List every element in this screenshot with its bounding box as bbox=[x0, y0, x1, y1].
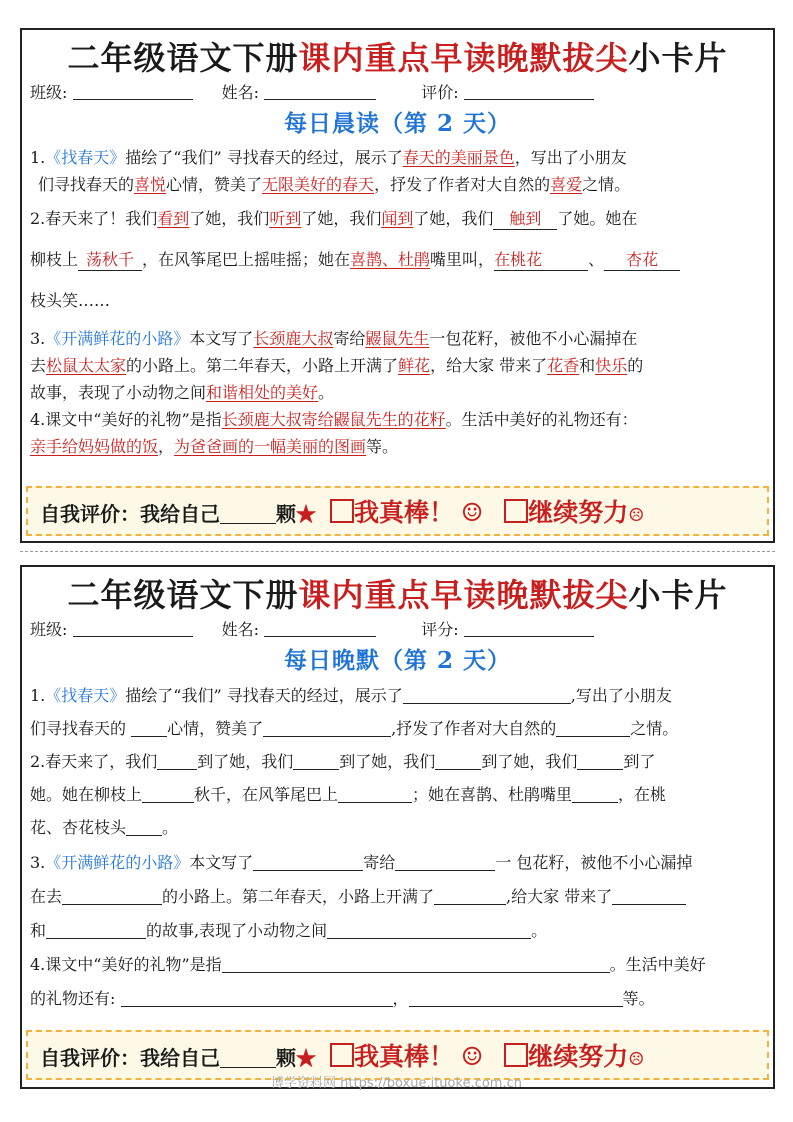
name-label: 姓名: bbox=[221, 83, 259, 102]
paragraph-text: 。 bbox=[162, 818, 179, 837]
review-label: 评价: bbox=[421, 83, 459, 102]
fill-blank[interactable] bbox=[131, 718, 167, 737]
paragraph-text: 之情。 bbox=[582, 175, 631, 194]
lesson-title: 《找春天》 bbox=[45, 686, 126, 705]
paragraph-text: 们寻找春天的 bbox=[30, 719, 127, 738]
name-blank[interactable] bbox=[264, 81, 376, 100]
paragraph-text: 到了 bbox=[623, 752, 656, 771]
fill-blank[interactable] bbox=[121, 988, 393, 1007]
paragraph-3 bbox=[22, 325, 773, 406]
paragraph-text: ,抒发了作者对大自然的 bbox=[391, 719, 557, 738]
paragraph-text: 心情，赞美了 bbox=[167, 719, 264, 738]
paragraph-text: 一包花籽，被他不小心漏掉在 bbox=[429, 329, 638, 348]
paragraph-text: ， bbox=[392, 989, 409, 1008]
evaluation-text: 我真棒！ bbox=[353, 498, 454, 527]
paragraph-text: 之情。 bbox=[630, 719, 679, 738]
answer-text: 触到 bbox=[493, 209, 557, 230]
answer-text: 鼹鼠先生 bbox=[365, 329, 430, 348]
paragraph-text: 等。 bbox=[622, 989, 655, 1008]
paragraph-1 bbox=[22, 144, 773, 198]
answer-text: 无限美好的春天 bbox=[262, 175, 375, 194]
card-subtitle: 每日晨读（第 2 天） bbox=[283, 110, 512, 137]
answer-text: 听到 bbox=[269, 209, 302, 228]
answer-text: 长颈鹿大叔寄给鼹鼠先生的花籽 bbox=[221, 410, 446, 429]
paragraph-text: ，抒发了作者对大自然的 bbox=[374, 175, 551, 194]
paragraph-text: ,给大家 带来了 bbox=[506, 887, 613, 906]
paragraph-text: 了她，我们 bbox=[413, 209, 494, 228]
evaluation-text: 自我评价：我给自己 bbox=[40, 502, 220, 526]
fill-blank[interactable] bbox=[222, 954, 610, 973]
smile-icon: ☺ bbox=[460, 498, 484, 527]
evaluation-text: 继续努力 bbox=[528, 498, 629, 527]
paragraph-text: 们寻找春天的 bbox=[38, 175, 135, 194]
cut-line-divider bbox=[20, 551, 775, 552]
fill-blank[interactable] bbox=[435, 751, 481, 770]
answer-text: 在桃花 bbox=[494, 250, 588, 271]
answer-text: 为爸爸画的一幅美丽的图画 bbox=[174, 437, 367, 456]
answer-text: 长颈鹿大叔 bbox=[253, 329, 334, 348]
evening-dictation-card bbox=[20, 565, 775, 1089]
fill-blank[interactable] bbox=[46, 920, 146, 939]
paragraph-3 bbox=[22, 846, 773, 948]
answer-text: 亲手给妈妈做的饭 bbox=[30, 437, 159, 456]
paragraph-text: 枝头笑…… bbox=[30, 291, 111, 310]
sad-icon: ☹ bbox=[628, 505, 645, 526]
paragraph-text: ，写出了小朋友 bbox=[514, 148, 627, 167]
paragraph-text: 。 bbox=[318, 383, 335, 402]
answer-text: 花香 bbox=[547, 356, 580, 375]
title-text: 小卡片 bbox=[628, 39, 728, 77]
fill-blank[interactable] bbox=[409, 988, 623, 1007]
class-label: 班级: bbox=[30, 83, 68, 102]
paragraph-text: 了她，我们 bbox=[189, 209, 270, 228]
paragraph-2 bbox=[22, 745, 773, 844]
paragraph-text: 等。 bbox=[366, 437, 399, 456]
fill-blank[interactable] bbox=[253, 852, 363, 871]
answer-text: 闻到 bbox=[381, 209, 414, 228]
student-info-row bbox=[22, 617, 773, 643]
fill-blank[interactable] bbox=[293, 751, 339, 770]
class-blank[interactable] bbox=[73, 81, 193, 100]
title-text: 二年级语文下册 bbox=[67, 39, 299, 77]
evaluation-text: 继续努力 bbox=[528, 1042, 629, 1071]
fill-blank[interactable] bbox=[327, 920, 531, 939]
paragraph-text: 到了她，我们 bbox=[481, 752, 578, 771]
paragraph-text: 秋千，在风筝尾巴上 bbox=[194, 785, 339, 804]
fill-blank[interactable] bbox=[556, 718, 630, 737]
paragraph-text: ，给大家 带来了 bbox=[430, 356, 548, 375]
lesson-title: 《找春天》 bbox=[45, 148, 126, 167]
paragraph-text: 2.春天来了，我们 bbox=[30, 752, 158, 771]
evaluation-text: 颗 bbox=[276, 502, 296, 526]
paragraph-text: ，在风筝尾巴上摇哇摇；她在 bbox=[142, 250, 351, 269]
paragraph-4 bbox=[22, 406, 773, 460]
self-evaluation-box bbox=[26, 486, 769, 536]
paragraph-4 bbox=[22, 948, 773, 1016]
fill-blank[interactable] bbox=[157, 751, 197, 770]
answer-text: 松鼠太太家 bbox=[46, 356, 127, 375]
fill-blank[interactable] bbox=[572, 784, 618, 803]
score-blank[interactable] bbox=[464, 618, 594, 637]
paragraph-text: 的小路上。第二年春天，小路上开满了 bbox=[162, 887, 435, 906]
paragraph-text: 花、杏花枝头 bbox=[30, 818, 127, 837]
student-info-row bbox=[22, 80, 773, 106]
fill-blank[interactable] bbox=[434, 886, 506, 905]
paragraph-2 bbox=[22, 198, 773, 321]
great-checkbox[interactable] bbox=[330, 499, 354, 523]
paragraph-text: 1. bbox=[30, 148, 46, 167]
fill-blank[interactable] bbox=[142, 784, 194, 803]
paragraph-text: 。 bbox=[531, 921, 548, 940]
title-text: 二年级语文下册 bbox=[67, 576, 299, 614]
paragraph-text: 寄给 bbox=[363, 853, 396, 872]
paragraph-text: 的 bbox=[627, 356, 644, 375]
paragraph-text: 了她。她在 bbox=[557, 209, 638, 228]
star-count-blank[interactable] bbox=[220, 1045, 276, 1068]
evaluation-text: 自我评价：我给自己 bbox=[40, 1046, 220, 1070]
star-icon: ★ bbox=[296, 502, 316, 526]
paragraph-text: 柳枝上 bbox=[30, 250, 79, 269]
paragraph-text: 在去 bbox=[30, 887, 63, 906]
paragraph-text: 的小路上。第二年春天，小路上开满了 bbox=[126, 356, 399, 375]
class-blank[interactable] bbox=[73, 618, 193, 637]
paragraph-text: 3. bbox=[30, 853, 46, 872]
name-label: 姓名: bbox=[221, 620, 259, 639]
review-blank[interactable] bbox=[464, 81, 594, 100]
answer-text: 荡秋千 bbox=[78, 250, 142, 271]
keep-trying-checkbox[interactable] bbox=[504, 499, 528, 523]
smile-icon: ☺ bbox=[460, 1042, 484, 1071]
paragraph-text: 1. bbox=[30, 686, 46, 705]
lesson-title: 《开满鲜花的小路》 bbox=[45, 329, 190, 348]
paragraph-text: 心情，赞美了 bbox=[166, 175, 263, 194]
answer-text: 和谐相处的美好 bbox=[206, 383, 319, 402]
answer-text: 快乐 bbox=[595, 356, 628, 375]
fill-blank[interactable] bbox=[338, 784, 412, 803]
watermark: 博学资料网 https://boxue.ituoke.com.cn bbox=[271, 1076, 522, 1091]
paragraph-text: 她。她在柳枝上 bbox=[30, 785, 143, 804]
paragraph-text: 去 bbox=[30, 356, 47, 375]
fill-blank[interactable] bbox=[126, 817, 162, 836]
paragraph-text: 和 bbox=[579, 356, 596, 375]
evaluation-text: 我真棒！ bbox=[353, 1042, 454, 1071]
paragraph-text: 的礼物还有: bbox=[30, 989, 116, 1008]
paragraph-text: ， bbox=[158, 437, 175, 456]
morning-reading-card bbox=[20, 28, 775, 543]
lesson-title: 《开满鲜花的小路》 bbox=[45, 853, 190, 872]
fill-blank[interactable] bbox=[577, 751, 623, 770]
paragraph-text: 到了她，我们 bbox=[197, 752, 294, 771]
card-title bbox=[22, 573, 773, 617]
paragraph-text: ,写出了小朋友 bbox=[570, 686, 672, 705]
answer-text: 鲜花 bbox=[398, 356, 431, 375]
fill-blank[interactable] bbox=[263, 718, 391, 737]
paragraph-text: 描绘了“我们” 寻找春天的经过，展示了 bbox=[125, 148, 403, 167]
paragraph-text: 3. bbox=[30, 329, 46, 348]
answer-text: 看到 bbox=[157, 209, 190, 228]
title-text: 课内重点早读晚默拔尖 bbox=[298, 39, 629, 77]
paragraph-text: ，在桃 bbox=[618, 785, 667, 804]
paragraph-text: 本文写了 bbox=[189, 329, 254, 348]
paragraph-text: ；她在喜鹊、杜鹃嘴里 bbox=[412, 785, 573, 804]
answer-text: 喜爱 bbox=[550, 175, 583, 194]
evaluation-text: 颗 bbox=[276, 1046, 296, 1070]
title-text: 小卡片 bbox=[628, 576, 728, 614]
paragraph-text: 描绘了“我们” 寻找春天的经过，展示了 bbox=[125, 686, 403, 705]
answer-text: 杏花 bbox=[604, 250, 680, 271]
paragraph-1 bbox=[22, 679, 773, 745]
fill-blank[interactable] bbox=[403, 685, 571, 704]
paragraph-text: 4.课文中“美好的礼物”是指 bbox=[30, 955, 222, 974]
paragraph-text: 、 bbox=[588, 250, 605, 269]
title-text: 课内重点早读晚默拔尖 bbox=[298, 576, 629, 614]
paragraph-text: 故事，表现了小动物之间 bbox=[30, 383, 207, 402]
paragraph-text: 一 包花籽，被他不小心漏掉 bbox=[495, 853, 693, 872]
star-icon: ★ bbox=[296, 1046, 316, 1070]
star-count-blank[interactable] bbox=[220, 501, 276, 524]
answer-text: 喜鹊、杜鹃 bbox=[350, 250, 431, 269]
paragraph-text: 。生活中美好的礼物还有： bbox=[445, 410, 638, 429]
keep-trying-checkbox[interactable] bbox=[504, 1043, 528, 1067]
paragraph-text: 的故事,表现了小动物之间 bbox=[146, 921, 328, 940]
paragraph-text: 到了她，我们 bbox=[339, 752, 436, 771]
paragraph-text: 2.春天来了！我们 bbox=[30, 209, 158, 228]
paragraph-text: 嘴里叫， bbox=[430, 250, 495, 269]
class-label: 班级: bbox=[30, 620, 68, 639]
name-blank[interactable] bbox=[264, 618, 376, 637]
paragraph-text: 。生活中美好 bbox=[609, 955, 706, 974]
paragraph-text: 寄给 bbox=[333, 329, 366, 348]
paragraph-text: 本文写了 bbox=[189, 853, 254, 872]
paragraph-text: 了她，我们 bbox=[301, 209, 382, 228]
answer-text: 春天的美丽景色 bbox=[402, 148, 515, 167]
paragraph-text: 和 bbox=[30, 921, 47, 940]
card-subtitle: 每日晚默（第 2 天） bbox=[283, 647, 512, 674]
sad-icon: ☹ bbox=[628, 1049, 645, 1070]
paragraph-text: 4.课文中“美好的礼物”是指 bbox=[30, 410, 222, 429]
fill-blank[interactable] bbox=[612, 886, 686, 905]
fill-blank[interactable] bbox=[395, 852, 495, 871]
answer-text: 喜悦 bbox=[134, 175, 167, 194]
great-checkbox[interactable] bbox=[330, 1043, 354, 1067]
fill-blank[interactable] bbox=[62, 886, 162, 905]
score-label: 评分: bbox=[421, 620, 459, 639]
card-title bbox=[22, 36, 773, 80]
